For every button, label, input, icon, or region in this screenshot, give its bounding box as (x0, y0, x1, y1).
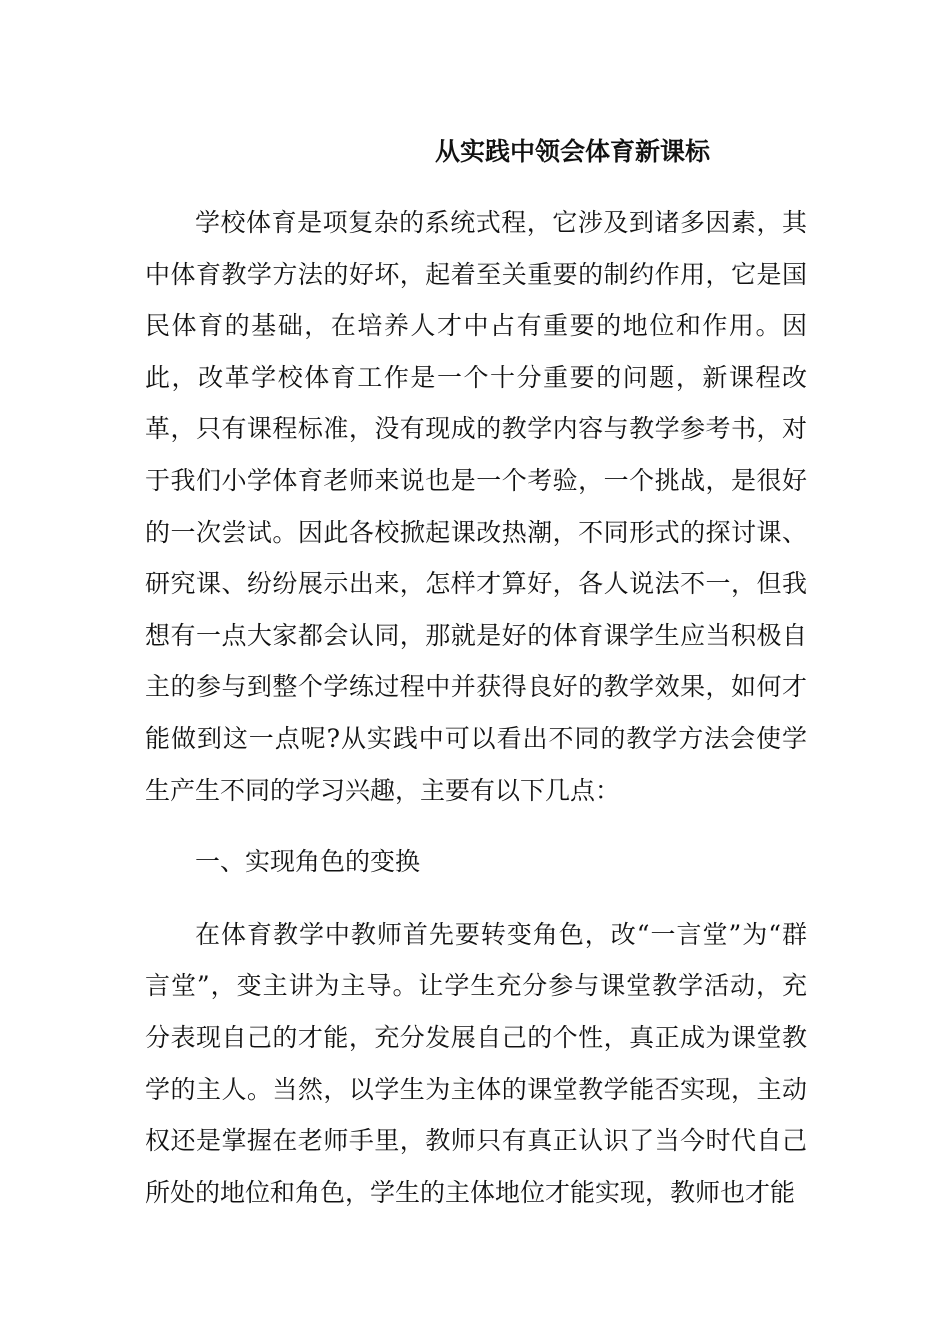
document-title: 从实践中领会体育新课标 (435, 137, 711, 166)
paragraph-intro: 学校体育是项复杂的系统式程，它涉及到诸多因素，其中体育教学方法的好坏，起着至关重要的制约作用，它是国民体育的基础，在培养人才中占有重要的地位和作用。因此，改革学校体育工作是一个十分重要的问题，新课程改革，只有课程标准，没有现成的教学内容与教学参考书，对于我们小学体育老师来说也是一个考验，一个挑战，是很好的一次尝试。因此各校掀起课改热潮，不同形式的探讨课、研究课、纷纷展示出来，怎样才算好，各人说法不一，但我想有一点大家都会认同，那就是好的体育课学生应当积极自主的参与到整个学练过程中并获得良好的教学效果，如何才能做到这一点呢?从实践中可以看出不同的教学方法会使学生产生不同的学习兴趣，主要有以下几点： (145, 208, 807, 805)
document-body (145, 128, 807, 1218)
paragraph-role-change: 在体育教学中教师首先要转变角色，改“一言堂”为“群言堂”，变主讲为主导。让学生充分参与课堂教学活动，充分表现自己的才能，充分发展自己的个性，真正成为课堂教学的主人。当然，以学生为主体的课堂教学能否实现，主动权还是掌握在老师手里，教师只有真正认识了当今时代自己所处的地位和角色，学生的主体地位才能实现，教师也才能 (145, 919, 807, 1207)
section-heading: 一、实现角色的变换 (195, 847, 421, 877)
